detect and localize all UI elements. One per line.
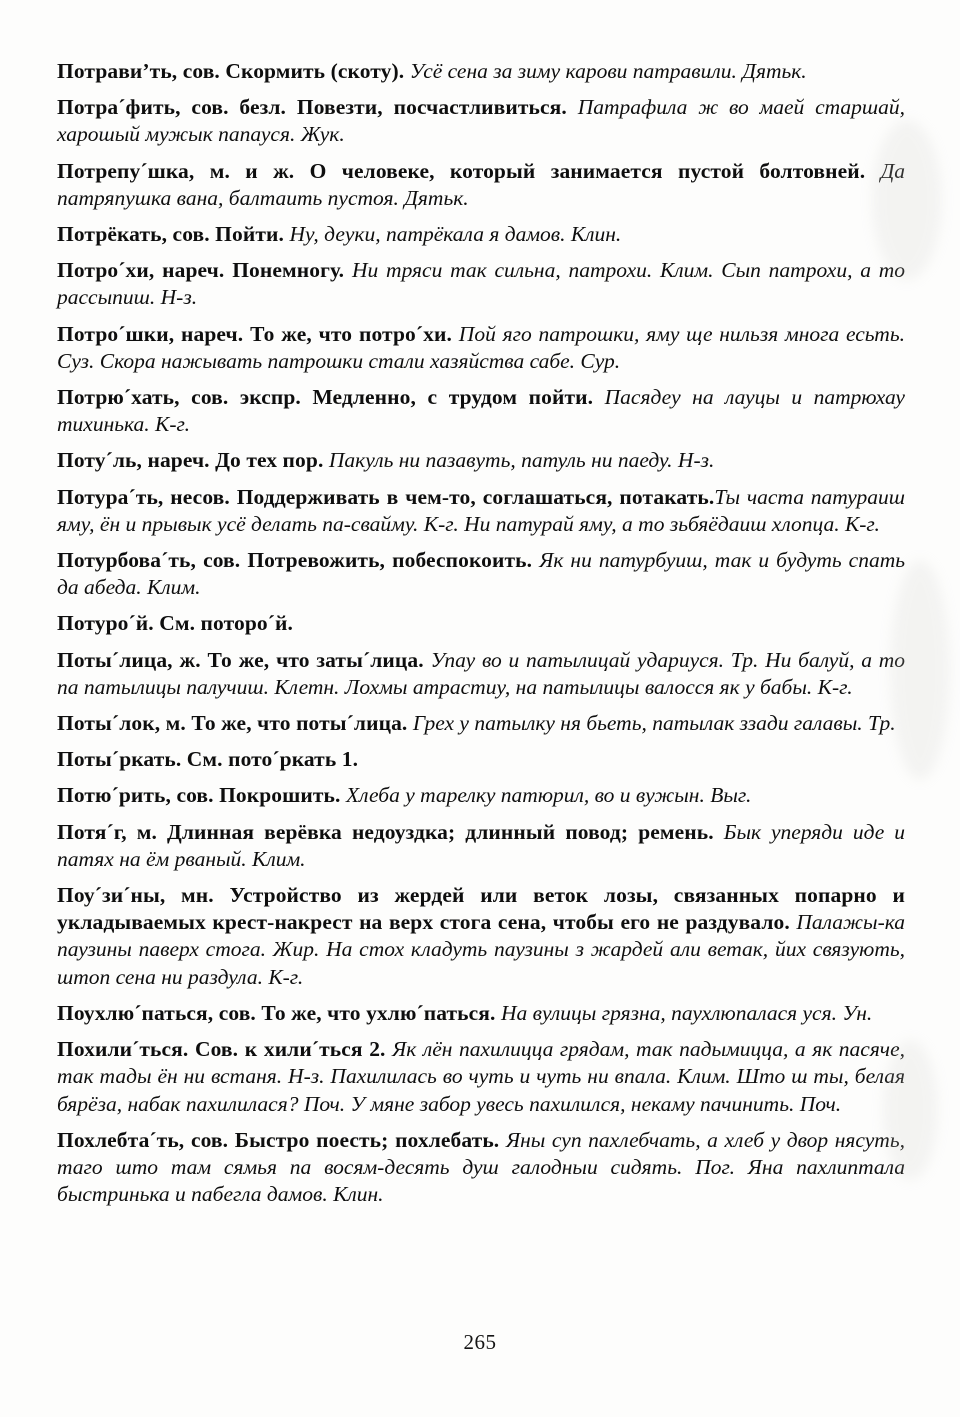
entry-example-text: Палажы-ка паузины паверх стога. Жир. На стох кладуть паузины з жардей али ветак, йих связують, штоп сена ни раздула. К-г. <box>57 910 905 989</box>
dictionary-entry <box>57 484 905 538</box>
entry-example-text: Усё сена за зиму карови патравили. Дятьк. <box>409 59 807 83</box>
entry-example-text: Пакуль ни пазавуть, патуль ни паеду. Н-з. <box>328 448 715 473</box>
entry-example-text: Як лён пахилицца грядам, так падымицца, а як пасяче, так тады ён ни встаня. Н-з. Пахилилась во чуть и чуть ни впала. Клим. Што ш ты, белая бярёза, набак пахилилася? Поч. У мяне забор увесь пахилился, некаму пачинить. Поч. <box>57 1037 905 1116</box>
entry-example-text: Ну, деуки, патрёкала я дамов. Клин. <box>289 222 622 247</box>
entry-headword: Поту´ль, нареч. До тех пор. <box>57 448 329 473</box>
entry-headword: Потура´ть, несов. Поддерживать в чем-то, соглашаться, потакать. <box>57 484 715 509</box>
entry-example-text: Да патряпушка вана, балтаить пустоя. Дятьк. <box>57 158 905 210</box>
entry-headword: Поты´лица, ж. То же, что заты´лица. <box>57 647 431 672</box>
entry-example-text: Упау во и патылицай удариуся. Тр. Ни балуй, а то па патылицы палучиш. Клетн. Лохмы атрастиу, на патылицы валосся як у бабы. К-г. <box>57 647 905 699</box>
dictionary-entry <box>57 610 905 637</box>
entry-example-text: Яны суп пахлебчать, а хлеб у двор нясуть, таго што там сямья па восям-десять душ галодныи сидять. Пог. Яна пахлиптала быстринька и пабегла дамов. Клин. <box>57 1127 905 1207</box>
entry-example-text: На вулицы грязна, паухлюпалася уся. Ун. <box>500 1000 873 1025</box>
dictionary-entry <box>57 447 905 474</box>
entry-example-text: Пой яго патрошки, яму ще нильзя многа есьть. Суз. Скора нажывать патрошки стали хазяйства сабе. Сур. <box>57 321 905 373</box>
entry-headword: Потуро´й. См. поторо´й. <box>57 611 293 636</box>
entry-headword: Потрю´хать, сов. экспр. Медленно, с трудом пойти. <box>57 385 605 410</box>
dictionary-entry <box>57 647 905 701</box>
entry-headword: Похлебта´ть, сов. Быстро поесть; похлебать. <box>57 1127 506 1152</box>
entry-headword: Потро´шки, нареч. То же, что потро´хи. <box>57 321 459 346</box>
dictionary-entry <box>57 58 905 85</box>
entry-headword: Потро´хи, нареч. Понемногу. <box>57 258 353 283</box>
entry-example-text: Грех у патылку ня бьеть, патылак ззади галавы. Тр. <box>412 711 896 736</box>
entry-headword: Потю´рить, сов. Покрошить. <box>57 783 346 808</box>
dictionary-entry <box>57 257 905 311</box>
dictionary-entry <box>57 1127 905 1209</box>
dictionary-entry <box>57 782 905 809</box>
dictionary-entry <box>57 819 905 873</box>
entry-headword: Поу´зи´ны, мн. Устройство из жердей или веток лозы, связанных попарно и укладываемых крест-накрест на верх стога сена, чтобы его не раздувало. <box>57 883 905 935</box>
dictionary-entry <box>57 710 905 737</box>
entry-headword: Поты´ркать. См. пото´ркать 1. <box>57 747 359 772</box>
entry-headword: Потрепу´шка, м. и ж. О человеке, который занимается пустой болтовней. <box>57 158 881 183</box>
entry-headword: Потурбова´ть, сов. Потревожить, побеспокоить. <box>57 548 540 573</box>
entry-example-text: Як ни патурбуиш, так и будуть спать да абеда. Клим. <box>57 548 906 600</box>
dictionary-entry <box>57 882 905 991</box>
entry-example-text: Пасядеу на лауцы и патрюхау тихинька. К-г. <box>57 385 905 437</box>
dictionary-entry <box>57 384 905 438</box>
dictionary-entry <box>57 158 905 212</box>
entry-headword: Потрёкать, сов. Пойти. <box>57 222 290 247</box>
dictionary-entry <box>57 746 905 773</box>
entry-example-text: Бык уперяди иде и патях на ём рваный. Клим. <box>57 819 906 871</box>
dictionary-entry <box>57 1036 905 1118</box>
entry-headword: Поты´лок, м. То же, что поты´лица. <box>57 711 413 736</box>
dictionary-entry <box>57 1000 905 1027</box>
entries-list <box>57 58 905 1208</box>
page-number: 265 <box>463 1330 497 1354</box>
entry-example-text: Хлеба у тарелку патюрил, во и вужын. Выг. <box>345 783 752 808</box>
entry-example-text: Ты часта патураиш яму, ён и прывык усё делать па-свайму. К-г. Ни патурай яму, а то зьбяёдаиш хлопца. К-г. <box>57 484 905 536</box>
entry-headword: Потрави’ть, сов. Скормить (скоту). <box>57 59 410 83</box>
entry-headword: Похили´ться. Сов. к хили´ться 2. <box>57 1037 393 1062</box>
dictionary-entry <box>57 547 905 601</box>
dictionary-entry <box>57 94 905 148</box>
dictionary-entry <box>57 321 905 375</box>
entry-example-text: Ни тряси так сильна, патрохи. Клим. Сып патрохи, а то рассыпиш. Н-з. <box>57 258 905 310</box>
entry-headword: Потя´г, м. Длинная верёвка недоуздка; длинный повод; ремень. <box>57 819 724 844</box>
page-footer <box>0 1330 960 1355</box>
entry-example-text: Патрафила ж во маей старшай, харошый мужык папауся. Жук. <box>57 95 906 147</box>
entry-headword: Потра´фить, сов. безл. Повезти, посчастливиться. <box>57 95 578 120</box>
dictionary-entry <box>57 221 905 248</box>
entry-headword: Поухлю´паться, сов. То же, что ухлю´паться. <box>57 1000 501 1025</box>
